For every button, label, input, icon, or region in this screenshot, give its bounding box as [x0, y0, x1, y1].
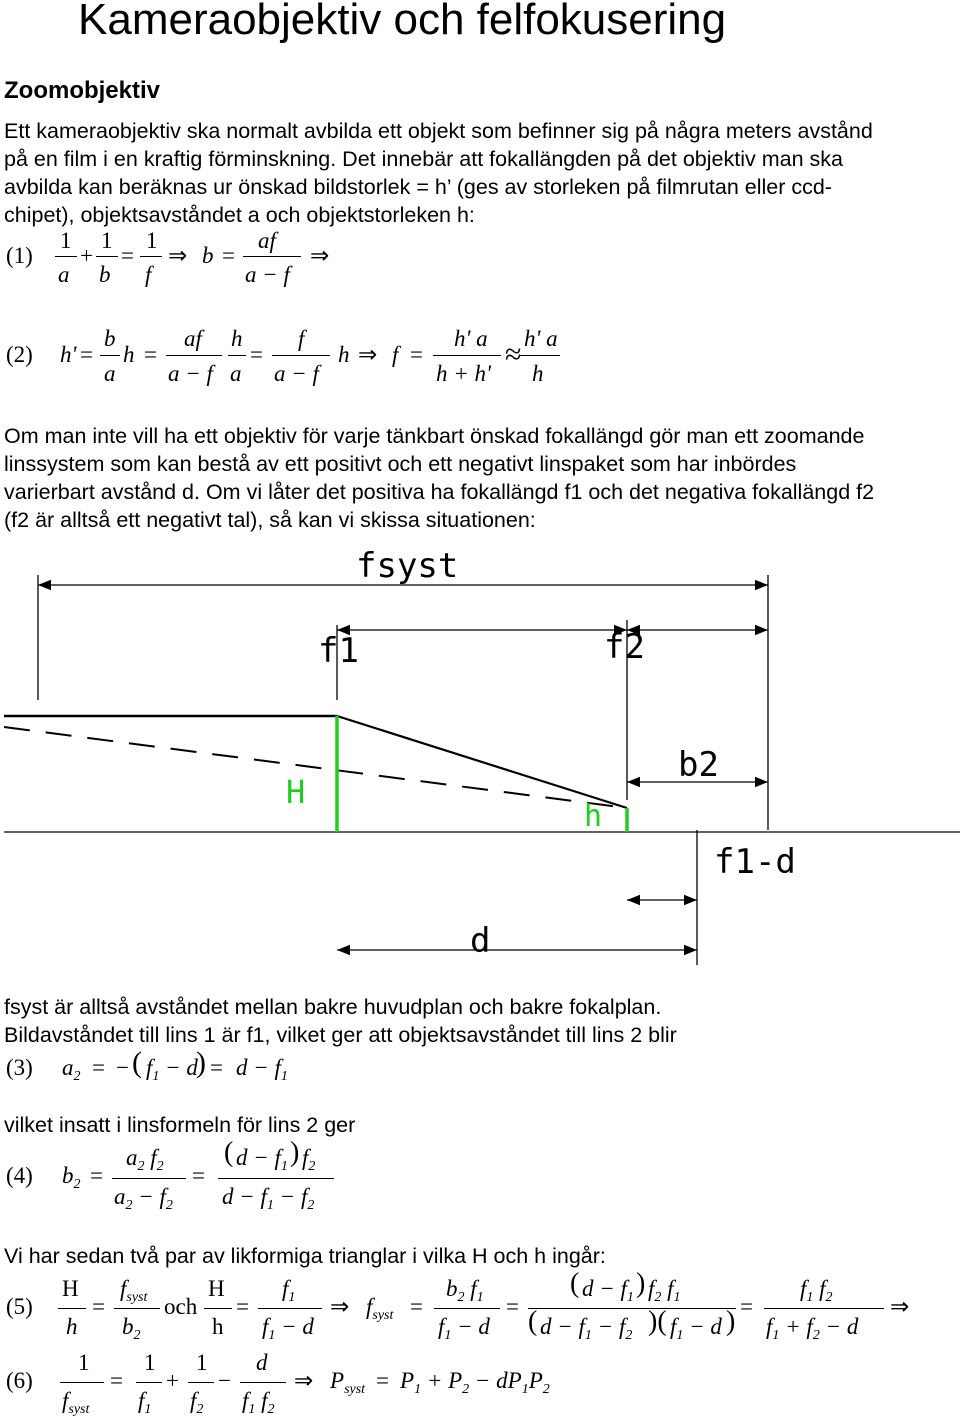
f1-minus-d-label: f1-d	[714, 842, 796, 882]
equation-number: (2)	[6, 342, 33, 367]
equation-number: (6)	[6, 1368, 33, 1393]
section-heading: Zoomobjektiv	[4, 77, 161, 104]
refracted-ray	[337, 716, 627, 808]
paragraph-line: (f2 är alltså ett negativt tal), så kan vi skissa situationen:	[4, 508, 536, 532]
equation-number: (4)	[6, 1163, 33, 1188]
h-label: h	[584, 799, 603, 834]
paragraph-line: linssystem som kan bestå av ett positivt och ett negativt linspaket som har inbördes	[4, 452, 797, 476]
paragraph-line: varierbart avstånd d. Om vi låter det positiva ha fokallängd f1 och det negativa fokallängd f2	[4, 480, 875, 504]
f1-label: f1	[318, 631, 359, 671]
page-title: Kameraobjektiv och felfokusering	[78, 0, 727, 44]
paragraph-line: chipet), objektsavståndet a och objektstorleken h:	[4, 203, 475, 227]
paragraph-line: avbilda kan beräknas ur önskad bildstorlek = h’ (ges av storleken på filmrutan eller ccd-	[4, 175, 832, 199]
paragraph-line: Bildavståndet till lins 1 är f1, vilket ger att objektsavståndet till lins 2 blir	[4, 1023, 677, 1047]
b2-label: b2	[678, 745, 719, 785]
equation-number: (1)	[6, 243, 33, 268]
paragraph-line: fsyst är alltså avståndet mellan bakre huvudplan och bakre fokalplan.	[4, 995, 662, 1019]
construction-line	[4, 727, 627, 808]
f2-label: f2	[604, 627, 645, 667]
d-label: d	[470, 921, 491, 961]
paragraph-line: på en film i en kraftig förminskning. Det innebär att fokallängden på det objektiv man ska	[4, 147, 843, 171]
paragraph-line: Ett kameraobjektiv ska normalt avbilda ett objekt som befinner sig på några meters avstånd	[4, 119, 873, 143]
paragraph-line: Om man inte vill ha ett objektiv för varje tänkbart önskad fokallängd gör man ett zoomande	[4, 424, 865, 448]
paragraph-line: Vi har sedan två par av likformiga trianglar i vilka H och h ingår:	[4, 1244, 606, 1268]
equation-number: (5)	[6, 1294, 33, 1319]
fsyst-label: fsyst	[356, 546, 459, 586]
paragraph-line: vilket insatt i linsformeln för lins 2 ger	[4, 1113, 356, 1137]
H-label: H	[286, 773, 306, 811]
zoom-lens-diagram	[0, 540, 960, 980]
equation-number: (3)	[6, 1055, 33, 1080]
